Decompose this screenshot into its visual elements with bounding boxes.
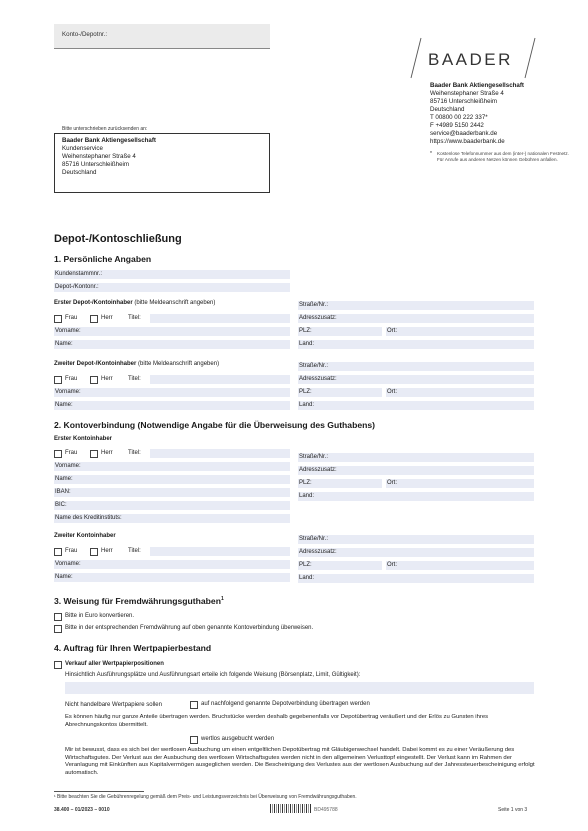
bank-holder2-title: Zweiter Kontoinhaber: [54, 533, 116, 539]
holder2-titel-field[interactable]: [150, 375, 290, 384]
bank-street: Weihenstephaner Straße 4: [430, 90, 504, 97]
holder2-name-label: Name:: [55, 402, 73, 408]
bank-holder2-ort-field[interactable]: [386, 561, 534, 570]
holder1-titel-field[interactable]: [150, 314, 290, 323]
phone-footnote: [430, 151, 570, 162]
holder1-ort-label: Ort:: [387, 328, 397, 334]
holder2-land-field[interactable]: [298, 401, 534, 410]
return-line: Weihenstephaner Straße 4: [62, 153, 136, 160]
bank-holder1-ort-field[interactable]: [386, 479, 534, 488]
holder1-titel-label: Titel:: [128, 315, 141, 321]
holder2-plz-field[interactable]: [298, 388, 382, 397]
bank-holder1-plz-field[interactable]: [298, 479, 382, 488]
bank-holder2-titel-field[interactable]: [150, 547, 290, 556]
form-code: 38.400 – 01/2023 – 0010: [54, 807, 110, 813]
customer-number-label: Kundenstammnr.:: [55, 271, 103, 277]
bank-name-field[interactable]: [54, 514, 290, 523]
section-1-heading: 1. Persönliche Angaben: [54, 254, 152, 264]
barcode-text: BD495788: [314, 807, 338, 813]
foreign-currency-checkbox[interactable]: [54, 625, 62, 633]
bank-holder2-plz-label: PLZ:: [299, 562, 312, 568]
holder1-land-field[interactable]: [298, 340, 534, 349]
holder2-herr-label: Herr: [101, 376, 113, 382]
holder2-frau-label: Frau: [65, 376, 78, 382]
baader-logo: [408, 36, 538, 80]
bank-holder1-vorname-label: Vorname:: [55, 463, 81, 469]
worthless-text: Mir ist bewusst, dass es sich bei der wertlosen Ausbuchung um einen entgeltlichen Depotübertrag mit Gläubigerwechsel handelt. Dabei kommt es zu einer Veräußerung des Wirtschaftsgutes. Der Verlust aus der Ausbuchung des wertlosen Wirtschaftsgutes werden nicht in den allgemeinen Verlusttopf eingestellt. Der Verlust kann im Rahmen der Veranlagung mit Einkünften aus Kapitalvermögen ausgeglichen werden. Die Bescheinigung des Verlustes aus der wertlosen Ausbuchung auf der Jahressteuerbescheinigung erfolgt automatisch.: [65, 747, 535, 776]
holder2-ort-field[interactable]: [386, 388, 534, 397]
holder2-frau-checkbox[interactable]: [54, 376, 62, 384]
return-line: Deutschland: [62, 169, 97, 176]
holder2-title-text: Zweiter Depot-/Kontoinhaber: [54, 361, 137, 367]
holder2-vorname-label: Vorname:: [55, 389, 81, 395]
barcode: [270, 804, 312, 813]
holder2-herr-checkbox[interactable]: [90, 376, 98, 384]
holder1-addr-extra-label: Adresszusatz:: [299, 315, 337, 321]
customer-number-field[interactable]: [54, 270, 290, 279]
bank-city: 85716 Unterschleißheim: [430, 98, 498, 105]
instruction-field[interactable]: [65, 682, 534, 694]
bank-holder2-herr-checkbox[interactable]: [90, 548, 98, 556]
bank-holder1-addr-extra-field[interactable]: [298, 466, 534, 475]
bank-holder1-herr-label: Herr: [101, 450, 113, 456]
holder2-land-label: Land:: [299, 402, 315, 408]
transfer-label: auf nachfolgend genannte Depotverbindung übertragen werden: [201, 701, 370, 707]
holder2-title: [54, 361, 219, 367]
holder1-herr-checkbox[interactable]: [90, 315, 98, 323]
instruction-label: Hinsichtlich Ausführungsplätze und Ausführungsart erteile ich folgende Weisung (Börsenplatz, Limit, Gültigkeit):: [65, 672, 361, 678]
worthless-checkbox[interactable]: [190, 736, 198, 744]
holder2-note: (bitte Meldeanschrift angeben): [138, 361, 220, 367]
holder1-frau-checkbox[interactable]: [54, 315, 62, 323]
page-title: Depot-/Kontoschließung: [54, 233, 182, 245]
bic-label: BIC:: [55, 502, 67, 508]
holder2-plz-label: PLZ:: [299, 389, 312, 395]
phone-footnote-text: Kostenlose Telefonnummer aus dem (inter-) nationalen Festnetz. Für Anrufe aus anderen Netzen können Gebühren anfallen.: [437, 151, 569, 162]
bank-holder2-name-field[interactable]: [54, 573, 290, 582]
bank-holder1-land-field[interactable]: [298, 492, 534, 501]
bank-holder2-vorname-label: Vorname:: [55, 561, 81, 567]
holder2-street-label: Straße/Nr.:: [299, 363, 329, 369]
bank-address: [430, 82, 570, 146]
bank-email: service@baaderbank.de: [430, 130, 498, 137]
section-3-heading-text: 3. Weisung für Fremdwährungsguthaben: [54, 596, 221, 606]
holder2-vorname-field[interactable]: [54, 388, 290, 397]
bank-name: Baader Bank Aktiengesellschaft: [430, 82, 524, 89]
holder2-addr-extra-label: Adresszusatz:: [299, 376, 337, 382]
worthless-label: wertlos ausgebucht werden: [201, 736, 275, 742]
bank-holder1-titel-field[interactable]: [150, 449, 290, 458]
bic-field[interactable]: [54, 501, 290, 510]
bank-holder1-street-label: Straße/Nr.:: [299, 454, 329, 460]
iban-field[interactable]: [54, 488, 290, 497]
section-2-heading: 2. Kontoverbindung (Notwendige Angabe für die Überweisung des Guthabens): [54, 420, 376, 430]
section-3-footnote-ref: 1: [220, 596, 224, 603]
holder1-street-label: Straße/Nr.:: [299, 302, 329, 308]
holder1-street-field[interactable]: [298, 301, 534, 310]
bank-holder1-herr-checkbox[interactable]: [90, 450, 98, 458]
bank-holder2-plz-field[interactable]: [298, 561, 382, 570]
bank-holder2-land-label: Land:: [299, 575, 315, 581]
bank-holder2-addr-extra-label: Adresszusatz:: [299, 549, 337, 555]
holder1-title: [54, 300, 215, 306]
bank-country: Deutschland: [430, 106, 465, 113]
bank-holder1-vorname-field[interactable]: [54, 462, 290, 471]
holder1-plz-label: PLZ:: [299, 328, 312, 334]
bank-holder2-street-field[interactable]: [298, 535, 534, 544]
bank-holder1-frau-label: Frau: [65, 450, 78, 456]
sell-all-checkbox[interactable]: [54, 661, 62, 669]
bank-holder2-land-field[interactable]: [298, 574, 534, 583]
holder1-land-label: Land:: [299, 341, 315, 347]
account-number-label: Konto-/Depotnr.:: [62, 31, 108, 38]
holder1-name-field[interactable]: [54, 340, 290, 349]
bank-fax: F +4989 5150 2442: [430, 122, 484, 129]
bank-holder2-addr-extra-field[interactable]: [298, 548, 534, 557]
holder1-frau-label: Frau: [65, 315, 78, 321]
holder1-addr-extra-field[interactable]: [298, 314, 534, 323]
foreign-currency-label: Bitte in der entsprechenden Fremdwährung auf oben genannte Kontoverbindung überweisen.: [65, 625, 314, 631]
bank-holder1-ort-label: Ort:: [387, 480, 397, 486]
bank-holder1-title: Erster Kontoinhaber: [54, 436, 113, 442]
bank-holder1-addr-extra-label: Adresszusatz:: [299, 467, 337, 473]
holder1-herr-label: Herr: [101, 315, 113, 321]
bank-holder1-street-field[interactable]: [298, 453, 534, 462]
holder1-plz-field[interactable]: [298, 327, 382, 336]
holder2-ort-label: Ort:: [387, 389, 397, 395]
footer-divider: [54, 791, 144, 792]
return-name: Baader Bank Aktiengesellschaft: [62, 137, 156, 144]
section-3-heading: [54, 596, 224, 606]
bank-name-label: Name des Kreditinstituts:: [55, 515, 122, 521]
holder1-note: (bitte Meldeanschrift angeben): [134, 300, 216, 306]
holder1-vorname-label: Vorname:: [55, 328, 81, 334]
return-line: Kundenservice: [62, 145, 103, 152]
logo-text: BAADER: [428, 50, 513, 69]
sell-all-label: Verkauf aller Wertpapierpositionen: [65, 661, 164, 667]
phone-footnote-star: *: [430, 151, 432, 157]
holder1-vorname-field[interactable]: [54, 327, 290, 336]
holder2-addr-extra-field[interactable]: [298, 375, 534, 384]
bank-holder2-titel-label: Titel:: [128, 548, 141, 554]
bank-holder2-vorname-field[interactable]: [54, 560, 290, 569]
account-number-field[interactable]: [54, 283, 290, 292]
bank-holder1-name-field[interactable]: [54, 475, 290, 484]
return-note: Bitte unterschrieben zurücksenden an:: [62, 126, 148, 132]
convert-euro-label: Bitte in Euro konvertieren.: [65, 613, 135, 619]
section-4-heading: 4. Auftrag für Ihren Wertpapierbestand: [54, 643, 212, 653]
bank-holder1-name-label: Name:: [55, 476, 73, 482]
account-number-label: Depot-/Kontonr.:: [55, 284, 99, 290]
holder2-street-field[interactable]: [298, 362, 534, 371]
holder1-name-label: Name:: [55, 341, 73, 347]
bank-holder2-frau-checkbox[interactable]: [54, 548, 62, 556]
bank-holder2-name-label: Name:: [55, 574, 73, 580]
account-number-box[interactable]: [54, 24, 270, 49]
bank-holder1-plz-label: PLZ:: [299, 480, 312, 486]
bank-holder2-frau-label: Frau: [65, 548, 78, 554]
iban-label: IBAN:: [55, 489, 71, 495]
bank-holder1-frau-checkbox[interactable]: [54, 450, 62, 458]
bank-website: https://www.baaderbank.de: [430, 138, 505, 145]
bank-holder2-street-label: Straße/Nr.:: [299, 536, 329, 542]
holder2-name-field[interactable]: [54, 401, 290, 410]
transfer-checkbox[interactable]: [190, 701, 198, 709]
footer-footnote: ¹ Bitte beachten Sie die Gebührenregelung gemäß dem Preis- und Leistungsverzeichnis bei Überweisung von Fremdwährungsguthaben.: [54, 794, 357, 800]
bank-holder2-herr-label: Herr: [101, 548, 113, 554]
partial-text: Es können häufig nur ganze Anteile übertragen werden. Bruchstücke werden deshalb gegebenenfalls vor Depotübertrag veräußert und der Erlös zu Gunsten ihres Abrechnungskontos übermittelt.: [65, 714, 489, 728]
convert-euro-checkbox[interactable]: [54, 613, 62, 621]
holder1-title-text: Erster Depot-/Kontoinhaber: [54, 300, 133, 306]
holder1-ort-field[interactable]: [386, 327, 534, 336]
bank-phone: T 00800 00 222 337*: [430, 114, 488, 121]
bank-holder1-land-label: Land:: [299, 493, 315, 499]
return-line: 85716 Unterschleißheim: [62, 161, 130, 168]
bank-holder2-ort-label: Ort:: [387, 562, 397, 568]
page-number: Seite 1 von 3: [498, 807, 528, 813]
return-address-box: [54, 133, 270, 193]
non-tradable-label: Nicht handelbare Wertpapiere sollen: [65, 702, 162, 708]
holder2-titel-label: Titel:: [128, 376, 141, 382]
bank-holder1-titel-label: Titel:: [128, 450, 141, 456]
